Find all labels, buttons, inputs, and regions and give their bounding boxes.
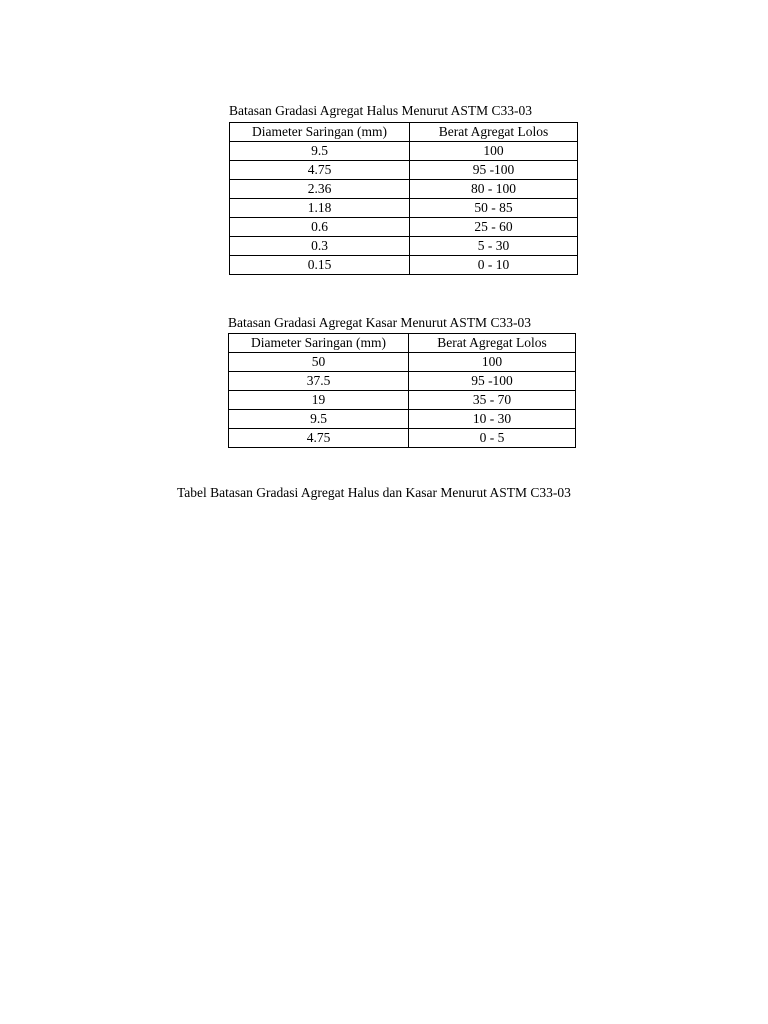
- sieve-diameter-cell: 50: [229, 353, 409, 372]
- table-row: [229, 429, 576, 448]
- table-row: [230, 180, 578, 199]
- passing-weight-cell: 0 - 10: [410, 256, 578, 275]
- table-row: [229, 353, 576, 372]
- table-header-row: [230, 123, 578, 142]
- table-row: [230, 256, 578, 275]
- document-caption: Tabel Batasan Gradasi Agregat Halus dan Kasar Menurut ASTM C33-03: [177, 485, 571, 500]
- table-row: [229, 391, 576, 410]
- coarse-aggregate-gradation-table: [228, 333, 576, 448]
- fine-aggregate-table-title: Batasan Gradasi Agregat Halus Menurut ASTM C33-03: [229, 103, 532, 118]
- column-header-sieve-diameter: Diameter Saringan (mm): [230, 123, 410, 142]
- passing-weight-cell: 95 -100: [409, 372, 576, 391]
- coarse-aggregate-table-title: Batasan Gradasi Agregat Kasar Menurut ASTM C33-03: [228, 315, 531, 330]
- sieve-diameter-cell: 19: [229, 391, 409, 410]
- sieve-diameter-cell: 1.18: [230, 199, 410, 218]
- passing-weight-cell: 10 - 30: [409, 410, 576, 429]
- table-row: [230, 199, 578, 218]
- sieve-diameter-cell: 37.5: [229, 372, 409, 391]
- table-row: [230, 218, 578, 237]
- table-row: [230, 142, 578, 161]
- passing-weight-cell: 5 - 30: [410, 237, 578, 256]
- table-row: [230, 161, 578, 180]
- passing-weight-cell: 0 - 5: [409, 429, 576, 448]
- sieve-diameter-cell: 4.75: [230, 161, 410, 180]
- passing-weight-cell: 100: [410, 142, 578, 161]
- sieve-diameter-cell: 4.75: [229, 429, 409, 448]
- passing-weight-cell: 35 - 70: [409, 391, 576, 410]
- fine-aggregate-gradation-table: [229, 122, 578, 275]
- sieve-diameter-cell: 2.36: [230, 180, 410, 199]
- passing-weight-cell: 95 -100: [410, 161, 578, 180]
- column-header-passing-weight: Berat Agregat Lolos: [410, 123, 578, 142]
- sieve-diameter-cell: 0.15: [230, 256, 410, 275]
- table-row: [229, 410, 576, 429]
- passing-weight-cell: 25 - 60: [410, 218, 578, 237]
- passing-weight-cell: 100: [409, 353, 576, 372]
- table-row: [229, 372, 576, 391]
- sieve-diameter-cell: 0.3: [230, 237, 410, 256]
- sieve-diameter-cell: 0.6: [230, 218, 410, 237]
- sieve-diameter-cell: 9.5: [230, 142, 410, 161]
- sieve-diameter-cell: 9.5: [229, 410, 409, 429]
- passing-weight-cell: 50 - 85: [410, 199, 578, 218]
- column-header-passing-weight: Berat Agregat Lolos: [409, 334, 576, 353]
- passing-weight-cell: 80 - 100: [410, 180, 578, 199]
- table-header-row: [229, 334, 576, 353]
- column-header-sieve-diameter: Diameter Saringan (mm): [229, 334, 409, 353]
- table-row: [230, 237, 578, 256]
